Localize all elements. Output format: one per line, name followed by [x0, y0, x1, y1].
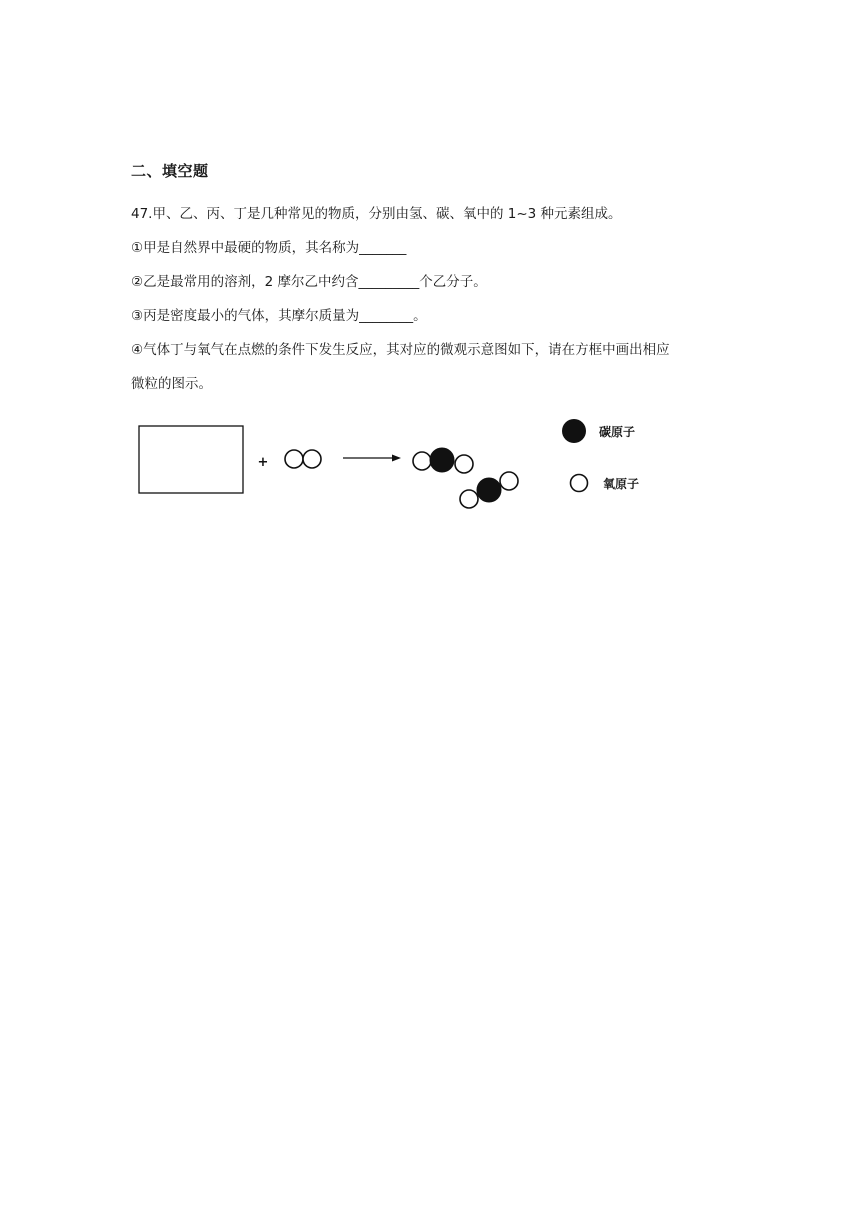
question-item-4: ④气体丁与氧气在点燃的条件下发生反应，其对应的微观示意图如下，请在方框中画出相应: [131, 342, 670, 358]
answer-box: [139, 426, 243, 493]
legend-oxygen-label: 氧原子: [603, 477, 640, 491]
question-stem: 47.甲、乙、丙、丁是几种常见的物质，分别由氢、碳、氧中的 1~3 种元素组成。: [131, 206, 622, 222]
section-title: 二、填空题: [131, 162, 209, 180]
carbon-dioxide-molecule: [413, 448, 473, 473]
question-item-2: ②乙是最常用的溶剂，2 摩尔乙中约含_________个乙分子。: [131, 274, 487, 290]
oxygen-molecule: [285, 450, 321, 468]
question-item-1: ①甲是自然界中最硬的物质，其名称为_______: [131, 240, 407, 256]
question-item-3: ③丙是密度最小的气体，其摩尔质量为________。: [131, 308, 427, 324]
legend-oxygen: [571, 475, 640, 492]
plus-sign: +: [257, 455, 269, 470]
legend-carbon: [562, 419, 635, 443]
carbon-dioxide-molecule: [460, 472, 518, 508]
legend-carbon-label: 碳原子: [599, 425, 636, 439]
oxygen-atom-icon: [571, 475, 588, 492]
reaction-arrow-icon: [343, 455, 401, 462]
reaction-diagram: [131, 410, 691, 530]
question-item-4-continued: 微粒的图示。: [131, 376, 212, 392]
carbon-atom-icon: [562, 419, 586, 443]
